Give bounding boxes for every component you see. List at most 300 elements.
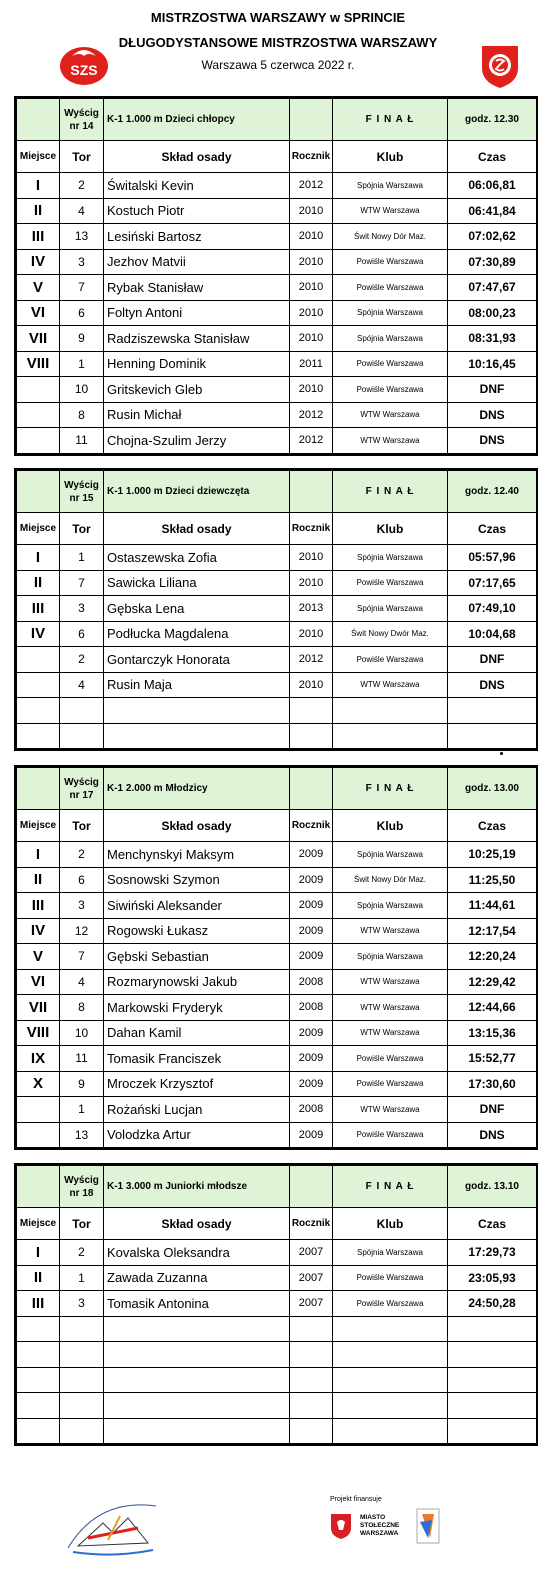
result-row — [17, 944, 537, 970]
column-header-lane: Tor — [60, 1208, 104, 1240]
kayak-logo-icon — [58, 1488, 168, 1562]
club-name: Powiśle Warszawa — [333, 249, 448, 275]
lane-cell: 1 — [60, 545, 104, 571]
club-name — [333, 1393, 448, 1419]
club-name: WTW Warszawa — [333, 198, 448, 224]
race-header-row — [17, 471, 537, 513]
birth-year: 2012 — [290, 428, 333, 454]
club-name: Powiśle Warszawa — [333, 1046, 448, 1072]
club-name: WTW Warszawa — [333, 995, 448, 1021]
place-cell: VI — [17, 300, 60, 326]
birth-year: 2010 — [290, 198, 333, 224]
header-blank-cell — [17, 1166, 60, 1208]
svg-text:SZS: SZS — [70, 62, 98, 78]
club-name: Powiśle Warszawa — [333, 1122, 448, 1148]
place-cell: IV — [17, 918, 60, 944]
birth-year: 2007 — [290, 1265, 333, 1291]
lane-cell — [60, 723, 104, 749]
lane-cell: 2 — [60, 1240, 104, 1266]
place-cell — [17, 377, 60, 403]
result-time: 11:44,61 — [448, 893, 537, 919]
birth-year: 2009 — [290, 1046, 333, 1072]
athlete-name: Mroczek Krzysztof — [104, 1071, 290, 1097]
result-time: 12:29,42 — [448, 969, 537, 995]
club-name — [333, 1342, 448, 1368]
race-header-row — [17, 768, 537, 810]
result-time: 10:04,68 — [448, 621, 537, 647]
birth-year: 2007 — [290, 1240, 333, 1266]
club-name: Powiśle Warszawa — [333, 1071, 448, 1097]
column-header-year: Rocznik — [290, 513, 333, 545]
lane-cell — [60, 1418, 104, 1444]
birth-year: 2009 — [290, 1020, 333, 1046]
athlete-name — [104, 1367, 290, 1393]
place-cell: III — [17, 1291, 60, 1317]
lane-cell: 12 — [60, 918, 104, 944]
column-header-place: Miejsce — [17, 141, 60, 173]
funding-label: Projekt finansuje — [330, 1496, 382, 1503]
place-date: Warszawa 5 czerwca 2022 r. — [201, 58, 355, 72]
birth-year: 2010 — [290, 570, 333, 596]
birth-year: 2009 — [290, 842, 333, 868]
result-time — [448, 723, 537, 749]
athlete-name: Tomasik Franciszek — [104, 1046, 290, 1072]
lane-cell — [60, 1367, 104, 1393]
title-main: MISTRZOSTWA WARSZAWY w SPRINCIE — [150, 10, 406, 25]
result-row — [17, 995, 537, 1021]
lane-cell: 7 — [60, 275, 104, 301]
result-row — [17, 867, 537, 893]
birth-year: 2009 — [290, 918, 333, 944]
lane-cell: 7 — [60, 570, 104, 596]
header-blank-cell — [290, 471, 333, 513]
result-row — [17, 647, 537, 673]
lane-cell: 11 — [60, 428, 104, 454]
result-row — [17, 1046, 537, 1072]
birth-year: 2012 — [290, 402, 333, 428]
result-time: 15:52,77 — [448, 1046, 537, 1072]
column-header-crew: Skład osady — [104, 141, 290, 173]
athlete-name: Zawada Zuzanna — [104, 1265, 290, 1291]
club-name: Spójnia Warszawa — [333, 545, 448, 571]
birth-year: 2010 — [290, 621, 333, 647]
athlete-name: Siwiński Aleksander — [104, 893, 290, 919]
lane-cell — [60, 1342, 104, 1368]
column-header-place: Miejsce — [17, 1208, 60, 1240]
lane-cell: 9 — [60, 326, 104, 352]
race-label: Wyścig — [64, 479, 99, 491]
lane-cell — [60, 1316, 104, 1342]
page-header — [0, 0, 556, 90]
club-name — [333, 1316, 448, 1342]
result-time: 08:00,23 — [448, 300, 537, 326]
place-cell: V — [17, 275, 60, 301]
stage-label: F I N A Ł — [333, 471, 448, 513]
place-cell — [17, 647, 60, 673]
result-time: 07:47,67 — [448, 275, 537, 301]
lane-cell: 9 — [60, 1071, 104, 1097]
result-row — [17, 326, 537, 352]
club-name: Spójnia Warszawa — [333, 893, 448, 919]
place-cell: II — [17, 198, 60, 224]
place-cell — [17, 672, 60, 698]
result-row — [17, 402, 537, 428]
column-header-lane: Tor — [60, 513, 104, 545]
club-name: WTW Warszawa — [333, 918, 448, 944]
column-header-row — [17, 513, 537, 545]
place-cell — [17, 402, 60, 428]
city-name: MIASTO STOŁECZNE WARSZAWA — [360, 1514, 400, 1537]
birth-year — [290, 698, 333, 724]
place-cell — [17, 723, 60, 749]
lane-cell: 3 — [60, 249, 104, 275]
stray-dot — [500, 752, 503, 755]
race-number: nr 14 — [69, 120, 94, 132]
lane-cell: 4 — [60, 198, 104, 224]
athlete-name: Foltyn Antoni — [104, 300, 290, 326]
place-cell — [17, 1367, 60, 1393]
birth-year — [290, 1316, 333, 1342]
club-name: Spójnia Warszawa — [333, 326, 448, 352]
birth-year: 2009 — [290, 1071, 333, 1097]
birth-year: 2012 — [290, 647, 333, 673]
result-row — [17, 893, 537, 919]
athlete-name: Jezhov Matvii — [104, 249, 290, 275]
race-number-cell — [60, 768, 104, 810]
club-name: Świt Nowy Dwór Maz. — [333, 621, 448, 647]
athlete-name: Sawicka Liliana — [104, 570, 290, 596]
athlete-name: Rozmarynowski Jakub — [104, 969, 290, 995]
result-time: DNS — [448, 402, 537, 428]
result-time: DNF — [448, 377, 537, 403]
column-header-year: Rocznik — [290, 1208, 333, 1240]
header-blank-cell — [17, 768, 60, 810]
race-number: nr 18 — [69, 1187, 94, 1199]
athlete-name: Markowski Fryderyk — [104, 995, 290, 1021]
column-header-row — [17, 810, 537, 842]
club-name: WTW Warszawa — [333, 1097, 448, 1123]
event-name: K-1 1.000 m Dzieci dziewczęta — [104, 471, 290, 513]
place-cell: I — [17, 1240, 60, 1266]
place-cell: IV — [17, 249, 60, 275]
column-header-club: Klub — [333, 141, 448, 173]
column-header-crew: Skład osady — [104, 810, 290, 842]
place-cell: V — [17, 944, 60, 970]
athlete-name: Rożański Lucjan — [104, 1097, 290, 1123]
place-cell: III — [17, 596, 60, 622]
club-name: Powiśle Warszawa — [333, 1265, 448, 1291]
club-name: Powiśle Warszawa — [333, 1291, 448, 1317]
club-name: Powiśle Warszawa — [333, 647, 448, 673]
lane-cell: 13 — [60, 224, 104, 250]
result-row — [17, 918, 537, 944]
result-time: 10:16,45 — [448, 351, 537, 377]
athlete-name: Dahan Kamil — [104, 1020, 290, 1046]
birth-year: 2008 — [290, 1097, 333, 1123]
header-blank-cell — [17, 99, 60, 141]
place-cell — [17, 1342, 60, 1368]
column-header-place: Miejsce — [17, 513, 60, 545]
result-row — [17, 173, 537, 199]
club-name: WTW Warszawa — [333, 428, 448, 454]
result-row — [17, 224, 537, 250]
athlete-name: Ostaszewska Zofia — [104, 545, 290, 571]
result-time: 10:25,19 — [448, 842, 537, 868]
place-cell: III — [17, 893, 60, 919]
result-time: 07:30,89 — [448, 249, 537, 275]
birth-year: 2010 — [290, 672, 333, 698]
race-table — [14, 1163, 538, 1446]
lane-cell — [60, 698, 104, 724]
column-header-crew: Skład osady — [104, 1208, 290, 1240]
athlete-name: Menchynskyi Maksym — [104, 842, 290, 868]
birth-year: 2010 — [290, 224, 333, 250]
result-row — [17, 300, 537, 326]
result-row — [17, 672, 537, 698]
result-row — [17, 842, 537, 868]
column-header-lane: Tor — [60, 810, 104, 842]
lane-cell: 13 — [60, 1122, 104, 1148]
place-cell: VIII — [17, 351, 60, 377]
result-time: 24:50,28 — [448, 1291, 537, 1317]
place-cell — [17, 1418, 60, 1444]
result-time: 07:17,65 — [448, 570, 537, 596]
race-number-cell — [60, 471, 104, 513]
birth-year — [290, 1367, 333, 1393]
club-name: Powiśle Warszawa — [333, 351, 448, 377]
result-row — [17, 1316, 537, 1342]
result-row — [17, 596, 537, 622]
race-label: Wyścig — [64, 1174, 99, 1186]
result-row — [17, 1071, 537, 1097]
lane-cell: 1 — [60, 351, 104, 377]
result-time — [448, 1316, 537, 1342]
event-name: K-1 2.000 m Młodzicy — [104, 768, 290, 810]
place-cell: IV — [17, 621, 60, 647]
birth-year: 2010 — [290, 377, 333, 403]
club-name: Spójnia Warszawa — [333, 596, 448, 622]
start-time: godz. 13.10 — [448, 1166, 537, 1208]
result-time — [448, 1418, 537, 1444]
header-blank-cell — [290, 99, 333, 141]
column-header-time: Czas — [448, 810, 537, 842]
club-name: Świt Nowy Dór Maz. — [333, 224, 448, 250]
event-name: K-1 3.000 m Juniorki młodsze — [104, 1166, 290, 1208]
result-row — [17, 198, 537, 224]
column-header-row — [17, 141, 537, 173]
result-time: 23:05,93 — [448, 1265, 537, 1291]
club-name: WTW Warszawa — [333, 402, 448, 428]
lane-cell: 6 — [60, 300, 104, 326]
athlete-name — [104, 1418, 290, 1444]
header-blank-cell — [17, 471, 60, 513]
result-row — [17, 1020, 537, 1046]
athlete-name: Gontarczyk Honorata — [104, 647, 290, 673]
result-time: 17:29,73 — [448, 1240, 537, 1266]
club-name: Powiśle Warszawa — [333, 377, 448, 403]
lane-cell: 3 — [60, 1291, 104, 1317]
result-time — [448, 698, 537, 724]
result-row — [17, 351, 537, 377]
club-name — [333, 1367, 448, 1393]
place-cell: IX — [17, 1046, 60, 1072]
place-cell: I — [17, 842, 60, 868]
club-name: WTW Warszawa — [333, 969, 448, 995]
result-time: 11:25,50 — [448, 867, 537, 893]
birth-year: 2008 — [290, 995, 333, 1021]
lane-cell: 4 — [60, 969, 104, 995]
club-name: Spójnia Warszawa — [333, 300, 448, 326]
result-time — [448, 1393, 537, 1419]
start-time: godz. 12.30 — [448, 99, 537, 141]
lane-cell: 8 — [60, 402, 104, 428]
place-cell: VIII — [17, 1020, 60, 1046]
result-row — [17, 621, 537, 647]
event-name: K-1 1.000 m Dzieci chłopcy — [104, 99, 290, 141]
birth-year: 2010 — [290, 300, 333, 326]
place-cell — [17, 1097, 60, 1123]
athlete-name: Rusin Michał — [104, 402, 290, 428]
lane-cell: 4 — [60, 672, 104, 698]
column-header-crew: Skład osady — [104, 513, 290, 545]
lane-cell: 6 — [60, 621, 104, 647]
race-table — [14, 96, 538, 456]
race-number-cell — [60, 1166, 104, 1208]
club-name — [333, 1418, 448, 1444]
column-header-time: Czas — [448, 513, 537, 545]
place-cell — [17, 1122, 60, 1148]
result-time: 06:06,81 — [448, 173, 537, 199]
birth-year: 2013 — [290, 596, 333, 622]
place-cell — [17, 1316, 60, 1342]
birth-year: 2008 — [290, 969, 333, 995]
race-table — [14, 765, 538, 1150]
race-number: nr 15 — [69, 492, 94, 504]
athlete-name: Rybak Stanisław — [104, 275, 290, 301]
place-cell: VII — [17, 995, 60, 1021]
result-row — [17, 1342, 537, 1368]
result-time: 17:30,60 — [448, 1071, 537, 1097]
race-table — [14, 468, 538, 751]
athlete-name — [104, 1316, 290, 1342]
club-name: Spójnia Warszawa — [333, 944, 448, 970]
lane-cell: 2 — [60, 842, 104, 868]
club-name: WTW Warszawa — [333, 1020, 448, 1046]
athlete-name: Volodzka Artur — [104, 1122, 290, 1148]
lane-cell: 10 — [60, 377, 104, 403]
column-header-row — [17, 1208, 537, 1240]
lane-cell: 7 — [60, 944, 104, 970]
birth-year: 2009 — [290, 1122, 333, 1148]
result-row — [17, 723, 537, 749]
place-cell: I — [17, 173, 60, 199]
athlete-name: Świtalski Kevin — [104, 173, 290, 199]
result-time: DNS — [448, 428, 537, 454]
race-header-row — [17, 1166, 537, 1208]
birth-year: 2010 — [290, 326, 333, 352]
athlete-name — [104, 1342, 290, 1368]
warsaw-crest-icon — [330, 1512, 352, 1540]
result-time: DNS — [448, 672, 537, 698]
race-label: Wyścig — [64, 776, 99, 788]
birth-year: 2012 — [290, 173, 333, 199]
lane-cell: 3 — [60, 596, 104, 622]
lane-cell: 3 — [60, 893, 104, 919]
result-row — [17, 249, 537, 275]
lane-cell: 1 — [60, 1265, 104, 1291]
athlete-name: Gębski Sebastian — [104, 944, 290, 970]
lane-cell: 8 — [60, 995, 104, 1021]
place-cell: II — [17, 570, 60, 596]
place-cell: III — [17, 224, 60, 250]
birth-year: 2009 — [290, 893, 333, 919]
stage-label: F I N A Ł — [333, 1166, 448, 1208]
result-row — [17, 1367, 537, 1393]
athlete-name: Tomasik Antonina — [104, 1291, 290, 1317]
result-time: 13:15,36 — [448, 1020, 537, 1046]
birth-year — [290, 723, 333, 749]
title-sub: DŁUGODYSTANSOWE MISTRZOSTWA WARSZAWY — [118, 35, 438, 50]
birth-year: 2010 — [290, 545, 333, 571]
athlete-name: Gritskevich Gleb — [104, 377, 290, 403]
birth-year — [290, 1342, 333, 1368]
result-row — [17, 428, 537, 454]
club-name — [333, 723, 448, 749]
result-row — [17, 570, 537, 596]
column-header-lane: Tor — [60, 141, 104, 173]
funding-block — [318, 1496, 458, 1554]
place-cell — [17, 1393, 60, 1419]
birth-year — [290, 1418, 333, 1444]
place-cell: II — [17, 867, 60, 893]
athlete-name: Henning Dominik — [104, 351, 290, 377]
result-row — [17, 1097, 537, 1123]
athlete-name: Kostuch Piotr — [104, 198, 290, 224]
athlete-name — [104, 723, 290, 749]
result-row — [17, 1265, 537, 1291]
birth-year: 2010 — [290, 275, 333, 301]
column-header-place: Miejsce — [17, 810, 60, 842]
result-time: DNF — [448, 1097, 537, 1123]
lane-cell: 2 — [60, 173, 104, 199]
club-name — [333, 698, 448, 724]
column-header-year: Rocznik — [290, 810, 333, 842]
lane-cell: 10 — [60, 1020, 104, 1046]
lane-cell: 11 — [60, 1046, 104, 1072]
club-shield-icon — [478, 42, 522, 90]
result-time: 08:31,93 — [448, 326, 537, 352]
club-name: Spójnia Warszawa — [333, 842, 448, 868]
birth-year: 2011 — [290, 351, 333, 377]
race-number: nr 17 — [69, 789, 94, 801]
mozk-logo — [58, 1488, 168, 1562]
column-header-year: Rocznik — [290, 141, 333, 173]
result-time: 06:41,84 — [448, 198, 537, 224]
club-name: Świt Nowy Dór Maz. — [333, 867, 448, 893]
column-header-club: Klub — [333, 810, 448, 842]
athlete-name — [104, 1393, 290, 1419]
birth-year — [290, 1393, 333, 1419]
athlete-name: Gębska Lena — [104, 596, 290, 622]
column-header-club: Klub — [333, 513, 448, 545]
header-blank-cell — [290, 1166, 333, 1208]
stage-label: F I N A Ł — [333, 768, 448, 810]
result-row — [17, 698, 537, 724]
athlete-name: Radziszewska Stanisław — [104, 326, 290, 352]
birth-year: 2009 — [290, 944, 333, 970]
column-header-time: Czas — [448, 1208, 537, 1240]
lane-cell — [60, 1393, 104, 1419]
